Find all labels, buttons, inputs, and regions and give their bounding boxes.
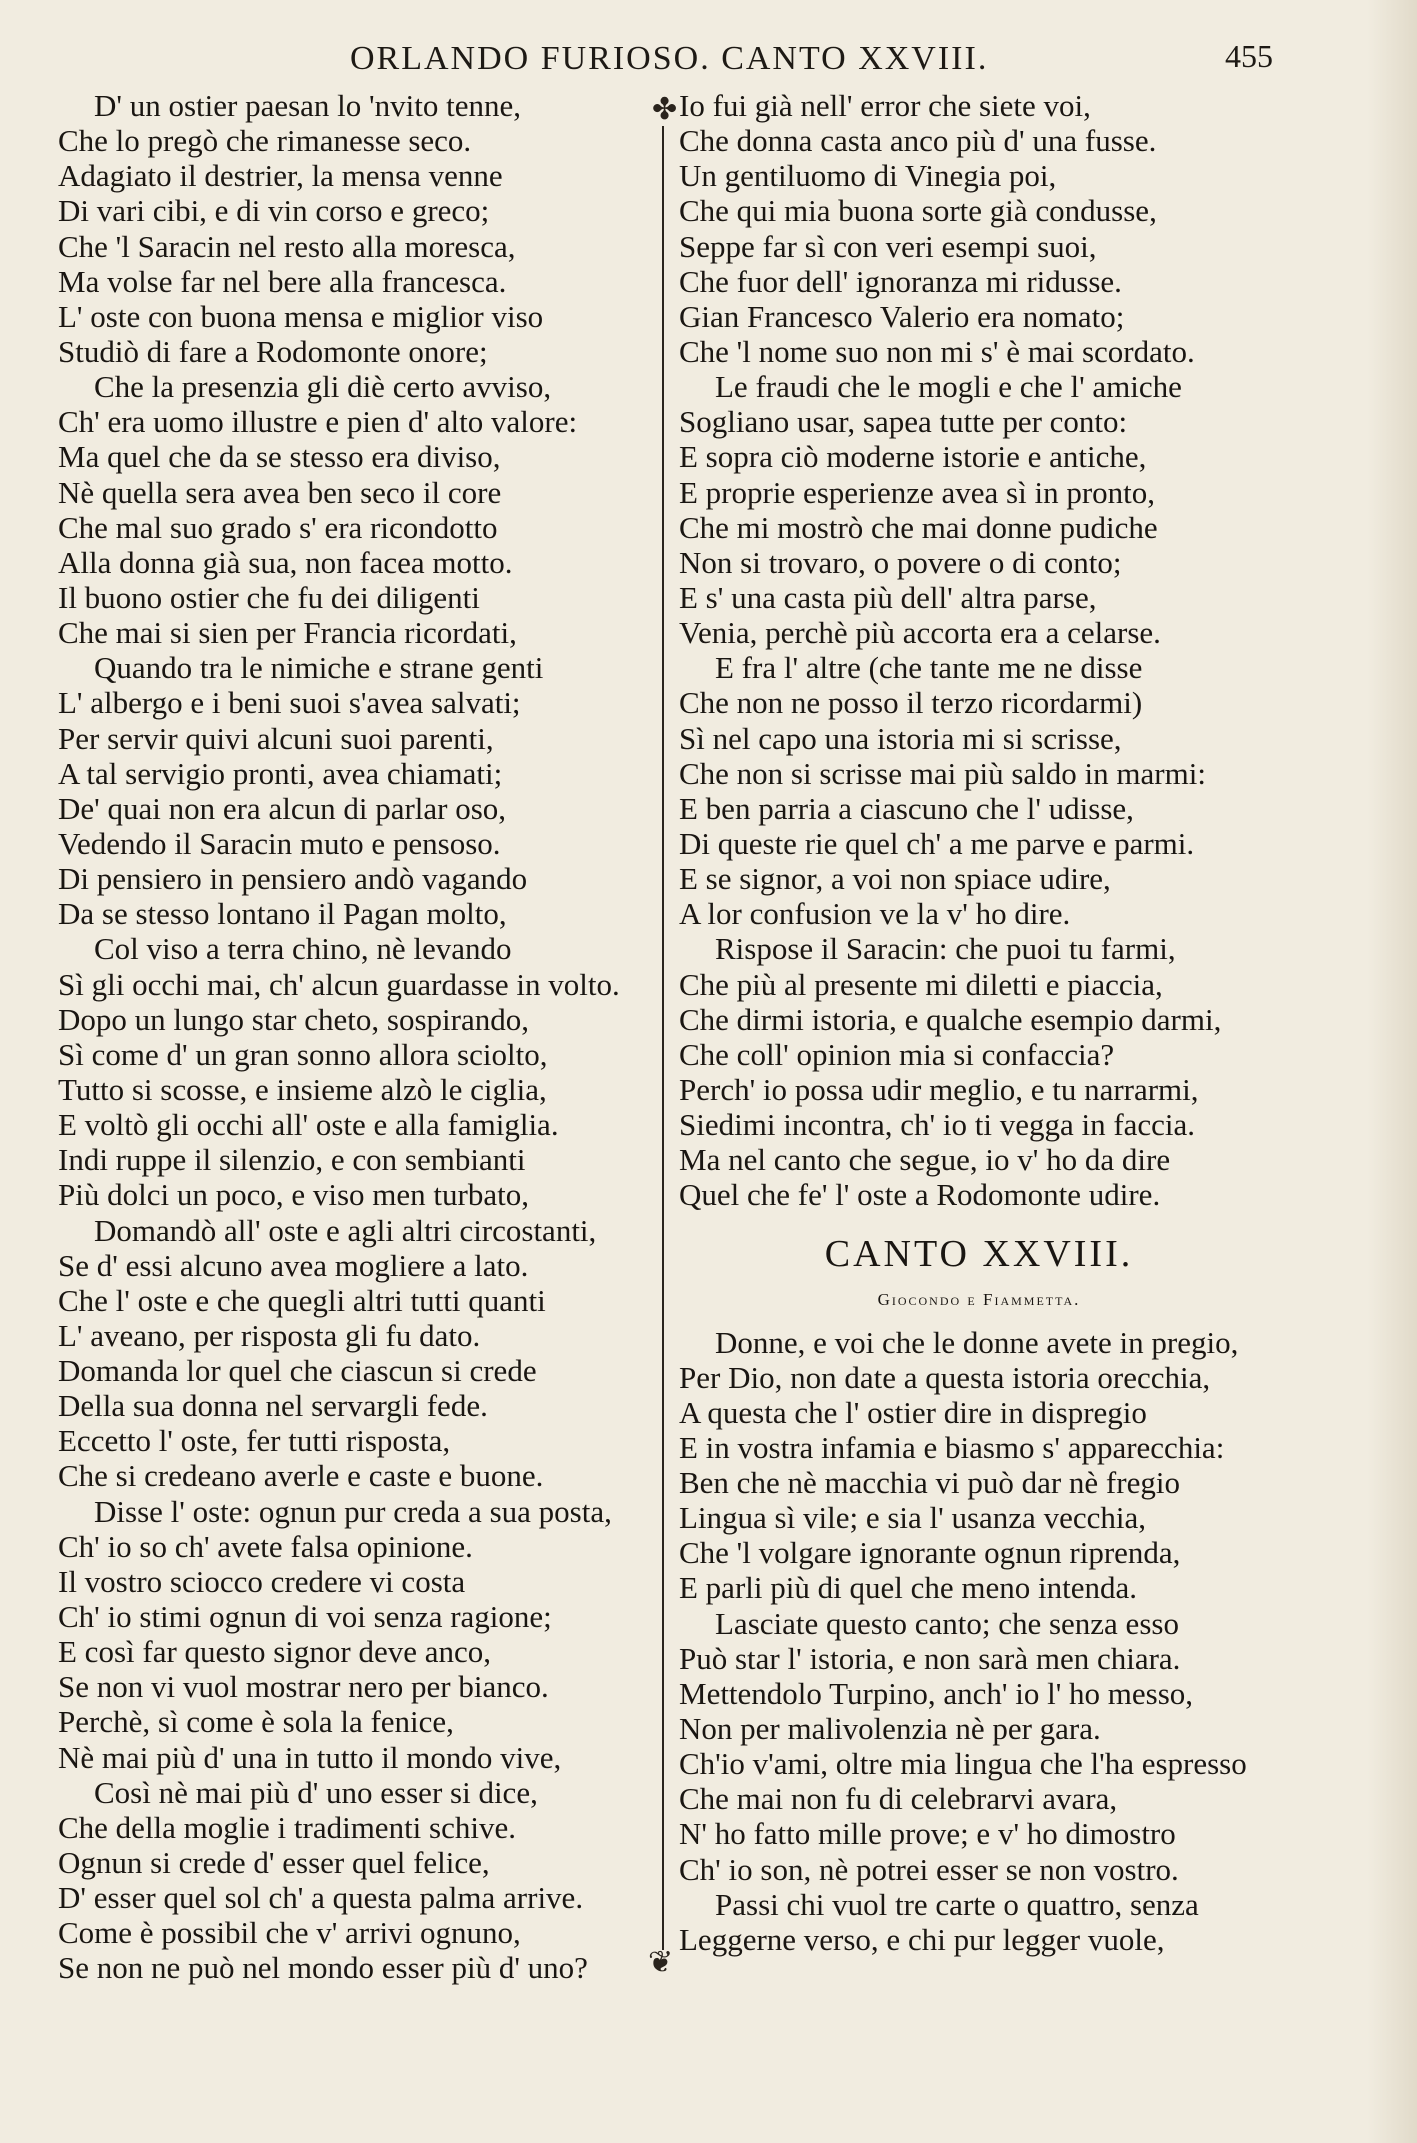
verse-line: Che 'l Saracin nel resto alla moresca, [58,228,516,264]
verse-line: Come è possibil che v' arrivi ognuno, [58,1915,521,1951]
verse-line: Che non si scrisse mai più saldo in marmi: [679,755,1206,791]
page-number: 455 [1225,38,1273,74]
verse-line: E proprie esperienze avea sì in pronto, [679,474,1156,510]
verse-line: Della sua donna nel servargli fede. [58,1388,488,1424]
verse-line: Che dirmi istoria, e qualche esempio darmi, [679,1001,1222,1037]
verse-line: Il buono ostier che fu dei diligenti [58,579,480,615]
verse-line: A questa che l' ostier dire in dispregio [679,1394,1147,1430]
verse-line: Domanda lor quel che ciascun si crede [58,1353,537,1389]
verse-line: Che qui mia buona sorte già condusse, [679,193,1157,229]
verse-line: N' ho fatto mille prove; e v' ho dimostro [679,1816,1176,1852]
verse-line: Tutto si scosse, e insieme alzò le ciglia, [58,1071,547,1107]
verse-line: Che mi mostrò che mai donne pudiche [679,509,1158,545]
verse-line: Col viso a terra chino, nè levando [94,931,512,967]
right-column-verses [679,88,1299,1213]
verse-line: Che l' oste e che quegli altri tutti quanti [58,1282,546,1318]
right-column [679,88,1299,1957]
verse-line: Leggerne verso, e chi pur legger vuole, [679,1921,1165,1957]
verse-line: Che la presenzia gli diè certo avviso, [94,369,552,405]
verse-line: Siedimi incontra, ch' io ti vegga in faccia. [679,1107,1196,1143]
verse-line: Gian Francesco Valerio era nomato; [679,298,1125,334]
verse-line: Perchè, sì come è sola la fenice, [58,1704,454,1740]
verse-line: Nè mai più d' una in tutto il mondo vive, [58,1739,562,1775]
verse-line: Perch' io possa udir meglio, e tu narrarmi, [679,1071,1199,1107]
verse-line: E fra l' altre (che tante me ne disse [715,650,1143,686]
verse-line: Sogliano usar, sapea tutte per conto: [679,404,1128,440]
verse-line: Sì come d' un gran sonno allora sciolto, [58,1036,548,1072]
verse-line: Così nè mai più d' uno esser si dice, [94,1774,538,1810]
verse-line: E così far questo signor deve anco, [58,1634,492,1670]
verse-line: Ch' io son, nè potrei esser se non vostro. [679,1851,1179,1887]
verse-line: Può star l' istoria, e non sarà men chiara. [679,1640,1181,1676]
canto-heading: CANTO XXVIII. [824,1232,1134,1275]
running-title: ORLANDO FURIOSO. CANTO XXVIII. [350,40,989,77]
left-column [58,88,654,1986]
verse-line: L' aveano, per risposta gli fu dato. [58,1317,481,1353]
verse-line: Da se stesso lontano il Pagan molto, [58,896,507,932]
verse-line: Che mai si sien per Francia ricordati, [58,615,517,651]
verse-line: Il vostro sciocco credere vi costa [58,1563,466,1599]
verse-line: Venia, perchè più accorta era a celarse. [679,615,1161,651]
verse-line: L' albergo e i beni suoi s'avea salvati; [58,685,521,721]
verse-line: Che coll' opinion mia si confaccia? [679,1036,1115,1072]
verse-line: Che donna casta anco più d' una fusse. [679,123,1157,159]
canto-opening-verses [679,1325,1299,1958]
verse-line: Indi ruppe il silenzio, e con sembianti [58,1142,526,1178]
verse-line: Studiò di fare a Rodomonte onore; [58,333,488,369]
verse-line: Non per malivolenzia nè per gara. [679,1711,1101,1747]
canto-subtitle: Giocondo e Fiammetta. [877,1289,1081,1309]
verse-line: Passi chi vuol tre carte o quattro, senza [715,1886,1199,1922]
verse-line: Di pensiero in pensiero andò vagando [58,861,528,897]
verse-line: Se non vi vuol mostrar nero per bianco. [58,1669,549,1705]
verse-line: Mettendolo Turpino, anch' io l' ho messo, [679,1675,1194,1711]
verse-line: Seppe far sì con veri esempi suoi, [679,228,1097,264]
verse-line: Che della moglie i tradimenti schive. [58,1809,516,1845]
verse-line: Quel che fe' l' oste a Rodomonte udire. [679,1177,1161,1213]
verse-line: Ma quel che da se stesso era diviso, [58,439,501,475]
verse-line: Lingua sì vile; e sia l' usanza vecchia, [679,1500,1146,1536]
verse-line: Di vari cibi, e di vin corso e greco; [58,193,490,229]
verse-line: Che mai non fu di celebrarvi avara, [679,1781,1118,1817]
verse-line: Ma nel canto che segue, io v' ho da dire [679,1142,1171,1178]
verse-line: Ma volse far nel bere alla francesca. [58,263,507,299]
verse-line: Che lo pregò che rimanesse seco. [58,123,472,159]
verse-line: Ch' era uomo illustre e pien d' alto valore: [58,404,578,440]
verse-line: Per Dio, non date a questa istoria orecchia, [679,1359,1211,1395]
verse-line: Alla donna già sua, non facea motto. [58,544,513,580]
verse-line: E sopra ciò moderne istorie e antiche, [679,439,1147,475]
column-divider [662,126,664,1950]
verse-line: Dopo un lungo star cheto, sospirando, [58,1001,529,1037]
verse-line: Che 'l nome suo non mi s' è mai scordato. [679,333,1195,369]
verse-line: A lor confusion ve la v' ho dire. [679,896,1071,932]
verse-line: Sì gli occhi mai, ch' alcun guardasse in volto. [58,966,620,1002]
verse-line: L' oste con buona mensa e miglior viso [58,298,544,334]
verse-line: Ch' io so ch' avete falsa opinione. [58,1528,473,1564]
verse-line: E s' una casta più dell' altra parse, [679,579,1097,615]
verse-line: Sì nel capo una istoria mi si scrisse, [679,720,1122,756]
verse-line: Di queste rie quel ch' a me parve e parmi. [679,825,1195,861]
verse-line: Lasciate questo canto; che senza esso [715,1605,1179,1641]
verse-line: A tal servigio pronti, avea chiamati; [58,755,503,791]
verse-line: Adagiato il destrier, la mensa venne [58,158,503,194]
verse-line: Rispose il Saracin: che puoi tu farmi, [715,931,1176,967]
verse-line: Nè quella sera avea ben seco il core [58,474,502,510]
verse-line: Non si trovaro, o povere o di conto; [679,544,1122,580]
verse-line: Ch'io v'ami, oltre mia lingua che l'ha espresso [679,1746,1247,1782]
verse-line: Che si credeano averle e caste e buone. [58,1458,544,1494]
verse-line: Più dolci un poco, e viso men turbato, [58,1177,529,1213]
verse-line: Disse l' oste: ognun pur creda a sua posta, [94,1493,612,1529]
verse-line: Che fuor dell' ignoranza mi ridusse. [679,263,1122,299]
fleuron-ornament-icon: ❦ [648,1945,674,1980]
verse-line: Domandò all' oste e agli altri circostanti, [94,1212,597,1248]
verse-line: De' quai non era alcun di parlar oso, [58,790,507,826]
verse-line: Donne, e voi che le donne avete in pregio, [715,1324,1239,1360]
verse-line: Che mal suo grado s' era ricondotto [58,509,498,545]
verse-line: Vedendo il Saracin muto e pensoso. [58,825,501,861]
verse-line: Per servir quivi alcuni suoi parenti, [58,720,494,756]
page-edge-shadow [1367,0,1417,2143]
verse-line: D' un ostier paesan lo 'nvito tenne, [94,88,521,123]
verse-line: Le fraudi che le mogli e che l' amiche [715,369,1182,405]
verse-line: Se d' essi alcuno avea mogliere a lato. [58,1247,529,1283]
verse-line: E se signor, a voi non spiace udire, [679,861,1111,897]
verse-line: Ben che nè macchia vi può dar nè fregio [679,1465,1180,1501]
verse-line: Io fui già nell' error che siete voi, [679,88,1091,123]
verse-line: E voltò gli occhi all' oste e alla famiglia. [58,1107,559,1143]
verse-line: D' esser quel sol ch' a questa palma arrive. [58,1880,584,1916]
verse-line: Se non ne può nel mondo esser più d' uno? [58,1950,588,1986]
verse-line: Eccetto l' oste, fer tutti risposta, [58,1423,451,1459]
fleuron-ornament-icon: ✤ [652,92,678,127]
verse-line: Ch' io stimi ognun di voi senza ragione; [58,1599,552,1635]
verse-line: E parli più di quel che meno intenda. [679,1570,1137,1606]
verse-line: E ben parria a ciascuno che l' udisse, [679,790,1134,826]
verse-line: Che 'l volgare ignorante ognun riprenda, [679,1535,1181,1571]
verse-line: E in vostra infamia e biasmo s' apparecchia: [679,1429,1225,1465]
verse-line: Che più al presente mi diletti e piaccia, [679,966,1163,1002]
verse-line: Ognun si crede d' esser quel felice, [58,1845,490,1881]
verse-line: Un gentiluomo di Vinegia poi, [679,158,1057,194]
verse-line: Che non ne posso il terzo ricordarmi) [679,685,1143,721]
verse-line: Quando tra le nimiche e strane genti [94,650,544,686]
